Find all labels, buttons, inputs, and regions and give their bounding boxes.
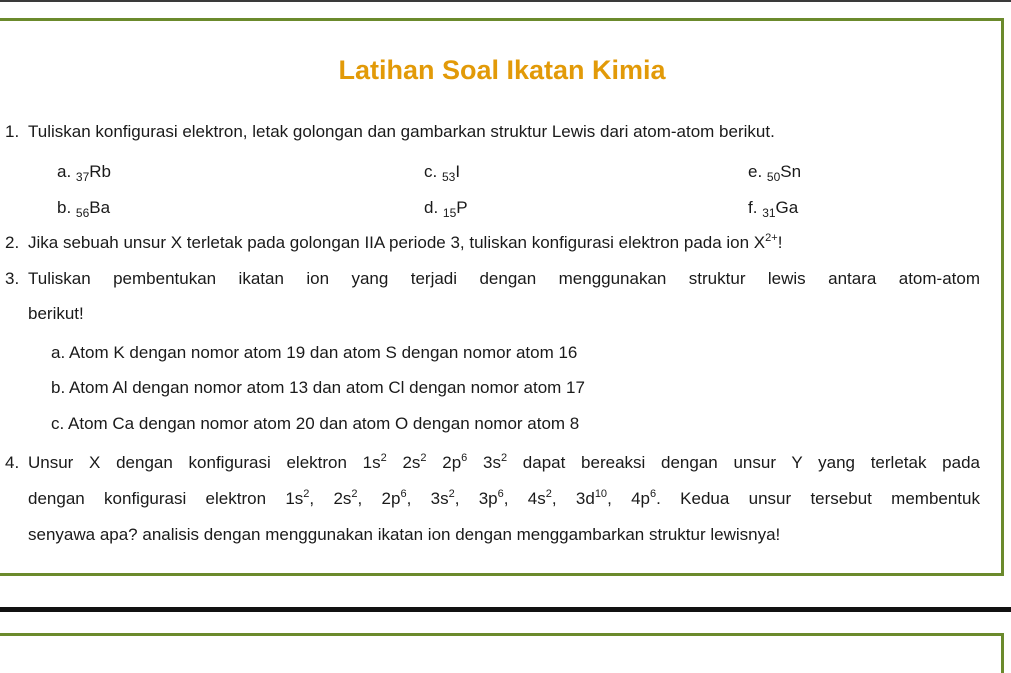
question-2 [5, 231, 783, 255]
question-3-item-b: b. Atom Al dengan nomor atom 13 dan atom Cl dengan nomor atom 17 [51, 378, 585, 397]
option-b: b. $_{56}$Ba [57, 198, 111, 220]
option-c: c. $_{53}$I [424, 162, 461, 184]
question-number: 2. [5, 233, 20, 252]
question-number: 4. [5, 453, 20, 472]
question-4-line-2: dengan konfigurasi elektron $1s^2$, $2s^2$, $2p^6$, $3s^2$, $3p^6$, $4s^2$, $3d^{10}$, $4p^6$. Kedua unsur tersebut membentuk [28, 488, 980, 508]
question-3 [5, 267, 19, 291]
option-e: e. $_{50}$Sn [748, 162, 802, 184]
question-text: Tuliskan konfigurasi elektron, letak golongan dan gambarkan struktur Lewis dari atom-atom berikut. [28, 122, 775, 141]
question-4 [5, 451, 19, 475]
question-3-item-c: c. Atom Ca dengan nomor atom 20 dan atom O dengan nomor atom 8 [51, 414, 580, 433]
page-title: Latihan Soal Ikatan Kimia [338, 55, 666, 85]
question-1 [5, 120, 775, 144]
question-3-line-1: Tuliskan pembentukan ikatan ion yang terjadi dengan menggunakan struktur lewis antara atom-atom [28, 269, 980, 288]
option-a: a. $_{37}$Rb [57, 162, 112, 184]
option-f: f. $_{31}$Ga [748, 198, 799, 220]
top-rule [0, 0, 1011, 2]
next-frame [0, 633, 1004, 673]
question-4-line-3: senyawa apa? analisis dengan menggunakan ikatan ion dengan menggambarkan struktur lewisnya! [28, 525, 781, 544]
question-number: 1. [5, 122, 20, 141]
question-4-line-1: Unsur X dengan konfigurasi elektron $1s^2$ $2s^2$ $2p^6$ $3s^2$ dapat bereaksi dengan unsur Y yang terletak pada [28, 452, 980, 472]
question-3-line-2: berikut! [28, 304, 84, 323]
question-number: 3. [5, 269, 20, 288]
question-text: Jika sebuah unsur X terletak pada golongan IIA periode 3, tuliskan konfigurasi elektron pada ion $X^{2+}$! [28, 232, 783, 252]
question-3-item-a: a. Atom K dengan nomor atom 19 dan atom S dengan nomor atom 16 [51, 343, 578, 362]
page-divider [0, 607, 1011, 612]
option-d: d. $_{15}$P [424, 198, 468, 220]
